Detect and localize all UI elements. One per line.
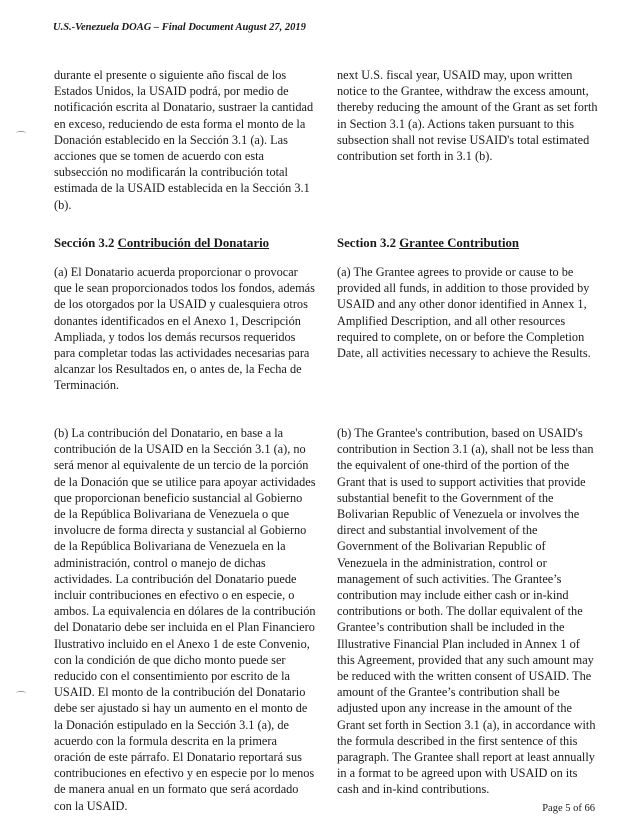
right-paragraph-b: (b) The Grantee's contribution, based on USAID's contribution in Section 3.1 (a), shall not be less than the equivalent of one-third of the portion of the Grant that is used to support activities that provide substantial benefit to the Government of the Bolivarian Republic of Venezuela or involves the direct and substantial involvement of the Government of the Bolivarian Republic of Venezuela in the administration, control or management of such activities. The Grantee’s contribution may include either cash or in-kind contributions or both. The dollar equivalent of the Grantee’s contribution shall be included in the Illustrative Financial Plan included in Annex 1 of this Agreement, provided that any such amount may be reduced with the written consent of USAID. The amount of the Grantee’s contribution shall be adjusted upon any increase in the amount of the Grant set forth in Section 3.1 (a), in accordance with the formula described in the first sentence of this paragraph. The Grantee shall report at least annually in a format to be agreed upon with USAID on its cash and in-kind contributions. [337,426,596,797]
right-column-continuation [337,67,599,164]
margin-mark: ⌒ [16,692,26,703]
right-section-heading [337,235,599,251]
right-heading-number: Section 3.2 [337,236,397,250]
document-header: U.S.-Venezuela DOAG – Final Document August 27, 2019 [53,22,306,33]
right-paragraph-continuation: next U.S. fiscal year, USAID may, upon written notice to the Grantee, withdraw the excess amount, thereby reducing the amount of the Grant as set forth in Section 3.1 (a). Actions taken pursuant to this subsection shall not revise USAID's total estimated contribution set forth in 3.1 (b). [337,68,598,164]
right-heading-title: Grantee Contribution [399,236,520,250]
left-column-continuation [54,67,316,213]
left-paragraph-b-block [54,425,316,814]
left-section-heading [54,235,316,251]
left-paragraph-a: (a) El Donatario acuerda proporcionar o provocar que le sean proporcionados todos los fondos, además de los otorgados por la USAID y cualesquiera otros donantes identificados en el Anexo 1, Descripción Ampliada, y todos los demás recursos requeridos para completar todas las actividades necesarias para alcanzar los Resultados en, o antes de, la Fecha de Terminación. [54,265,315,393]
left-paragraph-a-block [54,264,316,394]
right-paragraph-a-block [337,264,599,361]
right-paragraph-a: (a) The Grantee agrees to provide or cause to be provided all funds, in addition to those provided by USAID and any other donor identified in Annex 1, Amplified Description, and all other resources required to complete, on or before the Completion Date, all activities necessary to achieve the Results. [337,265,591,361]
page-number: Page 5 of 66 [542,803,595,814]
left-paragraph-continuation: durante el presente o siguiente año fiscal de los Estados Unidos, la USAID podrá, por medio de notificación escrita al Donatario, sustraer la cantidad en exceso, reduciendo de esta forma el monto de la Donación establecido en la Sección 3.1 (a). Las acciones que se tomen de acuerdo con esta subsección no modificarán la contribución total estimada de la USAID establecida en la Sección 3.1 (b). [54,68,314,212]
left-paragraph-b: (b) La contribución del Donatario, en base a la contribución de la USAID en la Sección 3.1 (a), no será menor al equivalente de un tercio de la porción de la Donación que se utilice para apoyar actividades que proporcionan beneficio sustancial al Gobierno de la República Bolivariana de Venezuela o que involucre de forma directa y sustancial al Gobierno de la República Bolivariana de Venezuela en la administración, control o manejo de dichas actividades. La contribución del Donatario puede incluir contribuciones en efectivo o en especie, o ambos. La equivalencia en dólares de la contribución del Donatario debe ser incluida en el Plan Financiero Ilustrativo incluido en el Anexo 1 de este Convenio, con la condición de que dicho monto puede ser reducido con el consentimiento por escrito de la USAID. El monto de la contribución del Donatario debe ser ajustado si hay un aumento en el monto de la Donación estipulado en la Sección 3.1 (a), de acuerdo con la formula descrita en la primera oración de este párrafo. El Donatario reportará sus contribuciones en efectivo y en especie por lo menos de manera anual en un formato que será acordado con la USAID. [54,426,316,813]
left-heading-number: Sección 3.2 [54,236,115,250]
right-paragraph-b-block [337,425,599,798]
margin-mark: ⌒ [16,132,26,143]
left-heading-title: Contribución del Donatario [117,236,270,250]
